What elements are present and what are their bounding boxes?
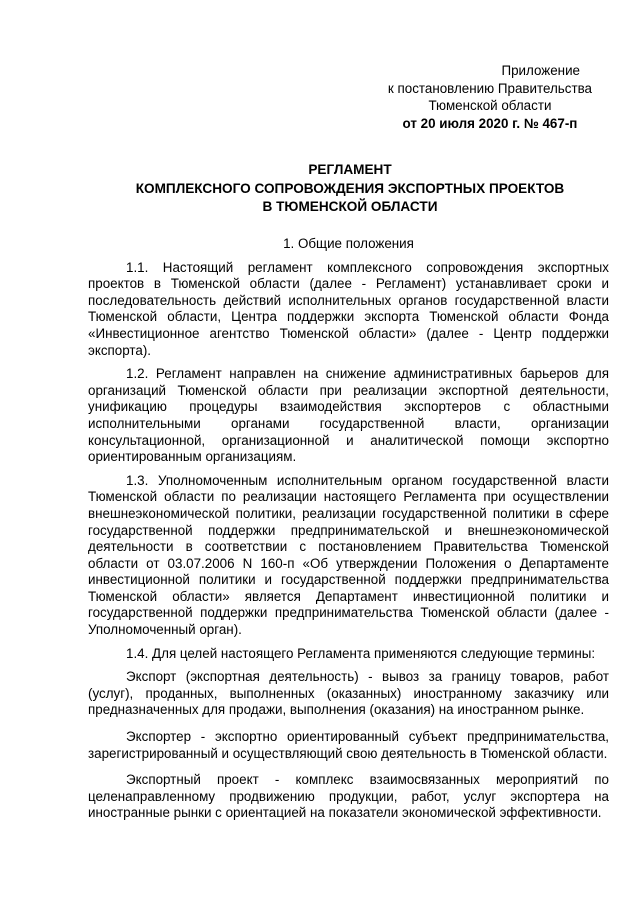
paragraph-1-4: 1.4. Для целей настоящего Регламента применяются следующие термины: xyxy=(126,645,596,661)
title-line-1: РЕГЛАМЕНТ xyxy=(308,162,392,177)
paragraph-1-3: 1.3. Уполномоченным исполнительным органом государственной власти Тюменской области по реализации настоящего Регламента при осуществлении внешнеэкономической политики, реализации государственной политики в сфере государственной поддержки предпринимательской и внешнеэкономической деятельности в соответствии с постановлением Правительства Тюменской области от 03.07.2006 N 160-п «Об утверждении Положения о Департаменте инвестиционной политики и государственной поддержки предпринимательства Тюменской области» является Департамент инвестиционной политики и государственной поддержки предпринимательства Тюменской области (далее - Уполномоченный орган). xyxy=(88,472,609,638)
appendix-label: Приложение xyxy=(501,63,580,78)
definition-export-project: Экспортный проект - комплекс взаимосвязанных мероприятий по целенаправленному продвижению продукции, работ, услуг экспортера на иностранные рынки с ориентацией на показатели экономической эффективности. xyxy=(88,772,609,821)
definition-exporter: Экспортер - экспортно ориентированный субъект предпринимательства, зарегистрированный и осуществляющий свою деятельность в Тюменской области. xyxy=(88,729,609,761)
paragraph-1-2: 1.2. Регламент направлен на снижение административных барьеров для организаций Тюменской области при реализации экспортной деятельности, унификацию процедуры взаимодействия экспортеров с областными исполнительными органами государственной власти, организации консультационной, организационной и аналитической помощи экспортно ориентированным организациям. xyxy=(88,366,609,465)
document-title xyxy=(90,161,610,217)
appendix-resolution: к постановлению Правительства xyxy=(387,80,592,96)
appendix-block xyxy=(388,62,592,132)
paragraph-1-1: 1.1. Настоящий регламент комплексного сопровождения экспортных проектов в Тюменской области (далее - Регламент) устанавливает сроки и последовательность действий исполнительных органов государственной власти Тюменской области, Центра поддержки экспорта Тюменской области Фонда «Инвестиционное агентство Тюменской области» (далее - Центр поддержки экспорта). xyxy=(88,259,609,358)
appendix-region: Тюменской области xyxy=(428,98,552,113)
document-body xyxy=(88,236,609,832)
title-line-3: В ТЮМЕНСКОЙ ОБЛАСТИ xyxy=(262,199,438,214)
title-line-2: КОМПЛЕКСНОГО СОПРОВОЖДЕНИЯ ЭКСПОРТНЫХ ПРОЕКТОВ xyxy=(135,180,565,196)
definition-export: Экспорт (экспортная деятельность) - вывоз за границу товаров, работ (услуг), проданных, выполненных (оказанных) иностранному заказчику или предназначенных для продажи, выполнения (оказания) на иностранном рынке. xyxy=(88,669,609,718)
appendix-date-number: от 20 июля 2020 г. № 467-п xyxy=(402,115,578,131)
section-heading: 1. Общие положения xyxy=(283,236,414,251)
